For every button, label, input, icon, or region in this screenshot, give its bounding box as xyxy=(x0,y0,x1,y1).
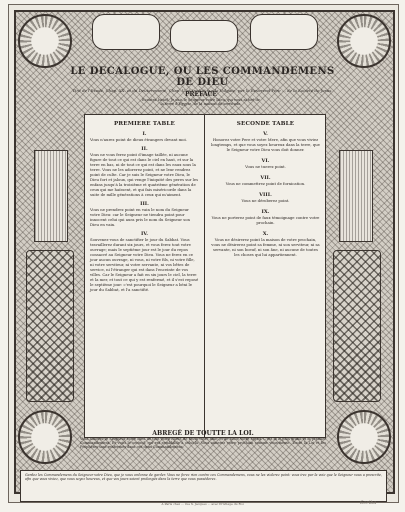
commandment-text: Vous ne désirerez point la maison de votre prochain, vous ne désirerez point sa femme, ni son serviteur, ni sa servante, ni son boeuf, ni son âne, ni aucune de toutes les choses qui lui appartiennent. xyxy=(211,237,320,257)
header xyxy=(70,66,335,93)
commandment-text: Vous ne prendrez point en vain le nom du Seigneur votre Dieu: car le Seigneur ne tiendra point pour innocent celui qui aura pris le nom du Seigneur son Dieu en vain. xyxy=(90,207,190,227)
commandment-number: IV. xyxy=(140,231,149,237)
commandment-9 xyxy=(206,209,325,225)
commandment-number: X. xyxy=(262,231,269,237)
cartouche-top-right xyxy=(250,14,318,50)
first-table xyxy=(85,115,205,437)
law-summary-heading: ABREGÉ DE TOUTTE LA LOI. xyxy=(152,430,254,437)
second-table-heading: SECONDE TABLE xyxy=(236,121,295,127)
commandment-number: V. xyxy=(263,131,268,137)
commandment-7 xyxy=(206,175,325,186)
commandment-number: III. xyxy=(140,201,149,207)
side-panel-left xyxy=(34,150,68,242)
law-summary-text: Vous aimerez le Seigneur votre Dieu de tout votre coeur, de toute votre ame, et de toute votre esprit. C'est là le plus grand et le premier Commandement. Et voici le second, qui est semblable à celui-là: Vous aimerez votre prochain comme vous-même. Toute la Loi et les Prophètes sont renfermés dans ces deux Commandemens. xyxy=(80,437,326,450)
commandment-text: Vous ne porterez point de faux témoignage contre votre prochain. xyxy=(211,215,320,225)
commandment-number: VII. xyxy=(260,175,271,181)
medallion-bottom-left xyxy=(18,410,72,464)
commandment-number: VIII. xyxy=(259,192,272,198)
commandment-text: Vous ne vous ferez point d'image taillée, ni aucune figure de tout ce qui est dans le ciel en haut, et sur la terre en bas, ni de tout ce qui est dans les eaux sous la terre. Vous ne les adorerez point, et ne leur rendrez point de culte. Car je suis le Seigneur votre Dieu, le Dieu fort et jaloux, qui venge l'iniquité des peres sur les enfans jusqu'à la troisième et quatrième génération de ceux qui me haïssent, et qui fais miséricorde dans la suite de mille générations à ceux qui m'aiment. xyxy=(90,152,199,197)
second-table xyxy=(206,115,325,437)
medallion-top-right xyxy=(337,14,391,68)
commandment-number: I. xyxy=(142,131,147,137)
signature: Scriba xyxy=(360,500,377,506)
commandment-10 xyxy=(206,231,325,257)
commandment-6 xyxy=(206,158,325,169)
first-table-heading: PREMIERE TABLE xyxy=(114,121,175,127)
knotwork-right xyxy=(333,250,381,402)
commandment-text: Honorez votre Pere et votre Mere, afin que vous viviez longtemps, et que vous soyez heureux dans la terre, que le Seigneur votre Dieu vous doit donner. xyxy=(211,137,320,152)
commandment-8 xyxy=(206,192,325,203)
cartouche-top-left xyxy=(92,14,160,50)
knotwork-left xyxy=(26,250,74,402)
commandment-1 xyxy=(85,131,204,142)
intro-text: Tiré de l'Exode, Chap. XX. et du Deuteronome, Chap. V. et traduit sur la Vulgate, par le Reverend Pere ... de la Societé de Jesus. xyxy=(72,88,333,93)
commandment-text: Vous ne déroberez point. xyxy=(241,198,290,203)
bottom-exhortation xyxy=(20,470,387,502)
cartouche-top-center xyxy=(170,20,238,52)
medallion-bottom-right xyxy=(337,410,391,464)
commandment-5 xyxy=(206,131,325,152)
commandment-number: VI. xyxy=(261,158,270,164)
commandment-number: IX. xyxy=(261,209,270,215)
commandment-2 xyxy=(85,146,204,197)
preface-text: Ecoutez Israël: Je suis le Seigneur votre Dieu, qui vous ai tiré de la terre d'Egypte, de la maison de servitude. xyxy=(142,98,260,107)
page-title: LE DECALOGUE, OU LES COMMANDEMENS DE DIEU xyxy=(70,66,335,88)
preface-heading: PREFACE xyxy=(185,91,217,98)
commandment-number: II. xyxy=(141,146,148,152)
commandment-text: Vous ne tuerez point. xyxy=(245,164,286,169)
law-summary xyxy=(80,430,326,450)
commandment-3 xyxy=(85,201,204,227)
publisher-imprint: A Paris chez ... rue S. Jacques ... avec Privilège du Roi xyxy=(161,502,244,506)
medallion-top-left xyxy=(18,14,72,68)
commandment-text: Vous ne commettrez point de fornication. xyxy=(225,181,306,186)
side-panel-right xyxy=(339,150,373,242)
commandment-text: Souvenez-vous de sanctifier le jour du Sabbat. Vous travaillerez durant six jours, et vous ferez tout votre ouvrage; mais le septième jour est le jour du repos consacré au Seigneur votre Dieu. Vous ne ferez en ce jour aucun ouvrage, ni vous, ni votre fils, ni votre fille, ni votre serviteur, ni votre servante, ni vos bêtes de service, ni l'étranger qui est dans l'enceinte de vos villes. Car le Seigneur a fait en six jours le ciel, la terre et la mer, et tout ce qui y est renfermé, et il s'est reposé le septième jour: c'est pourquoi le Seigneur a béni le jour du Sabbat, et l'a sanctifié. xyxy=(90,237,199,292)
bottom-exhortation-text: Gardez les Commandemens du Seigneur votre Dieu, que je vous ordonne de garder. Vous ne ferez rien contre ces Commandemens, vous ne les violerez point: vous irez par la voie que le Seigneur vous a prescrite, afin que vous viviez, que vous soyez heureux, et que vos jours soient prolongés dans la terre que vous posséderez. xyxy=(25,473,382,481)
commandment-tablets xyxy=(84,114,326,438)
preface xyxy=(140,91,262,107)
commandment-4 xyxy=(85,231,204,292)
commandment-text: Vous n'aurez point de dieux étrangers devant moi. xyxy=(90,137,187,142)
